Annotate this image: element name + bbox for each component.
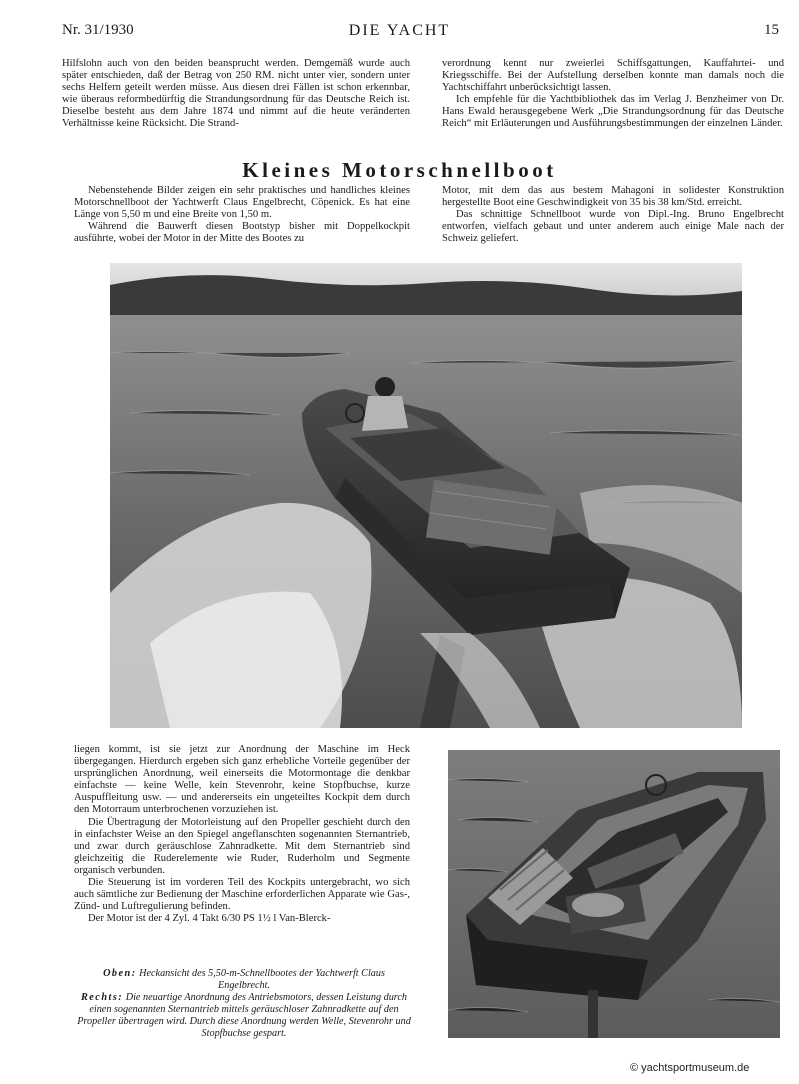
- boat-engine-illustration: [448, 750, 780, 1038]
- intro-left-paragraph-2: Während die Bauwerft diesen Bootstyp bisher mit Doppelkockpit ausführte, wobei der Motor in der Mitte des Bootes zu: [74, 221, 410, 245]
- article-title: Kleines Motorschnellboot: [242, 158, 557, 182]
- intro-left-paragraph-1: Nebenstehende Bilder zeigen ein sehr praktisches und handliches kleines Motorschnellboot der Yachtwerft Claus Engelbrecht, Cöpenick. Es hat eine Länge von 5,50 m und eine Breite von 1,50 m.: [74, 185, 410, 221]
- second-photo-boat-engine-view: [448, 750, 780, 1038]
- top-right-paragraph-1: verordnung kennt nur zweierlei Schiffsgattungen, Kauffahrtei- und Kriegsschiffe. Bei der Aufstellung derselben konnte man damals noch die Yachtschiffahrt unberücksichtigt lassen.: [442, 58, 784, 94]
- top-right-column: [442, 58, 784, 131]
- intro-left-column: [74, 185, 410, 245]
- page-number: 15: [764, 22, 779, 38]
- caption-oben: [76, 968, 412, 992]
- figure-caption: [76, 968, 412, 1040]
- body-paragraph-1: liegen kommt, ist sie jetzt zur Anordnung der Maschine im Heck übergegangen. Hierdurch ergeben sich ganz erhebliche Vorteile gegenüber der ursprünglichen Anordnung, weil einerseits die Motormontage die denkbar einfachste — keine Welle, kein Stevenrohr, keine Stopfbuchse, kurze Auspuffleitung usw. — und andererseits ein ungeteiltes Kockpit dem durch den Motorraum unterbrochenen vorzuziehen ist.: [74, 744, 410, 816]
- intro-right-paragraph-1: Motor, mit dem das aus bestem Mahagoni in solidester Konstruktion hergestellte Boot eine Geschwindigkeit von 35 bis 38 km/Std. erreicht.: [442, 185, 784, 209]
- body-paragraph-3: Die Steuerung ist im vorderen Teil des Kockpits untergebracht, wo sich auch sämtliche zur Bedienung der Maschine erforderlichen Apparate wie Gas-, Zünd- und Luftregulierung befinden.: [74, 877, 410, 913]
- intro-right-column: [442, 185, 784, 245]
- body-paragraph-4: Der Motor ist der 4 Zyl. 4 Takt 6/30 PS 1½ l Van-Blerck-: [88, 913, 331, 925]
- caption-rechts-text: Die neuartige Anordnung des Antriebsmotors, dessen Leistung durch einen sogenannten Sternantrieb mittels geräuschloser Zahnradkette auf den Propeller übertragen wird. Durch diese Anordnung werden Welle, Stevenrohr und Stopfbuchse gespart.: [77, 992, 411, 1039]
- body-paragraph-2: Die Übertragung der Motorleistung auf den Propeller geschieht durch den in einfachster Weise an den Spiegel angeflanschten sogenannten Sternantrieb, und zwar durch geräuschlose Zahnradkette. Mit dem Sternantrieb sind gleichzeitig die Ruderelemente wie Ruder, Ruderholm und Segmente organisch verbunden.: [74, 816, 410, 876]
- caption-oben-text: Heckansicht des 5,50-m-Schnellbootes der Yachtwerft Claus Engelbrecht.: [139, 968, 385, 991]
- boat-stern-illustration: [110, 263, 742, 728]
- intro-right-paragraph-2: Das schnittige Schnellboot wurde von Dipl.-Ing. Bruno Engelbrecht entworfen, vielfach gebaut und unter anderem auch einige Male nach der Schweiz geliefert.: [442, 209, 784, 245]
- caption-rechts: [76, 992, 412, 1040]
- top-left-column: [62, 58, 410, 131]
- top-right-paragraph-2: Ich empfehle für die Yachtbibliothek das im Verlag J. Benzheimer von Dr. Hans Ewald herausgegebene Werk „Die Strandungsordnung für das Deutsche Reich“ mit Erläuterungen und Ausführungsbestimmungen der einzelnen Länder.: [442, 94, 784, 130]
- magazine-title: DIE YACHT: [348, 22, 451, 39]
- caption-oben-label: Oben:: [103, 968, 137, 979]
- body-left-column: [74, 744, 410, 925]
- main-photo-boat-stern-view: [110, 263, 742, 728]
- top-left-paragraph: Hilfslohn auch von den beiden beansprucht werden. Demgemäß wurde auch später entschieden, daß der Betrag von 250 RM. nicht unter vier, sondern unter sechs Helfern geteilt werden müsse. Aus diesen drei Fällen ist schon erkennbar, wie überaus reformbedürftig die Strandungsordnung für das Deutsche Reich ist. Dieselbe besteht aus dem Jahre 1874 und nimmt auf die heute veränderten Verhältnisse keine Rücksicht. Die Strand-: [62, 58, 410, 130]
- caption-rechts-label: Rechts:: [80, 992, 124, 1003]
- copyright-credit: © yachtsportmuseum.de: [630, 1062, 750, 1074]
- issue-number: Nr. 31/1930: [62, 22, 134, 38]
